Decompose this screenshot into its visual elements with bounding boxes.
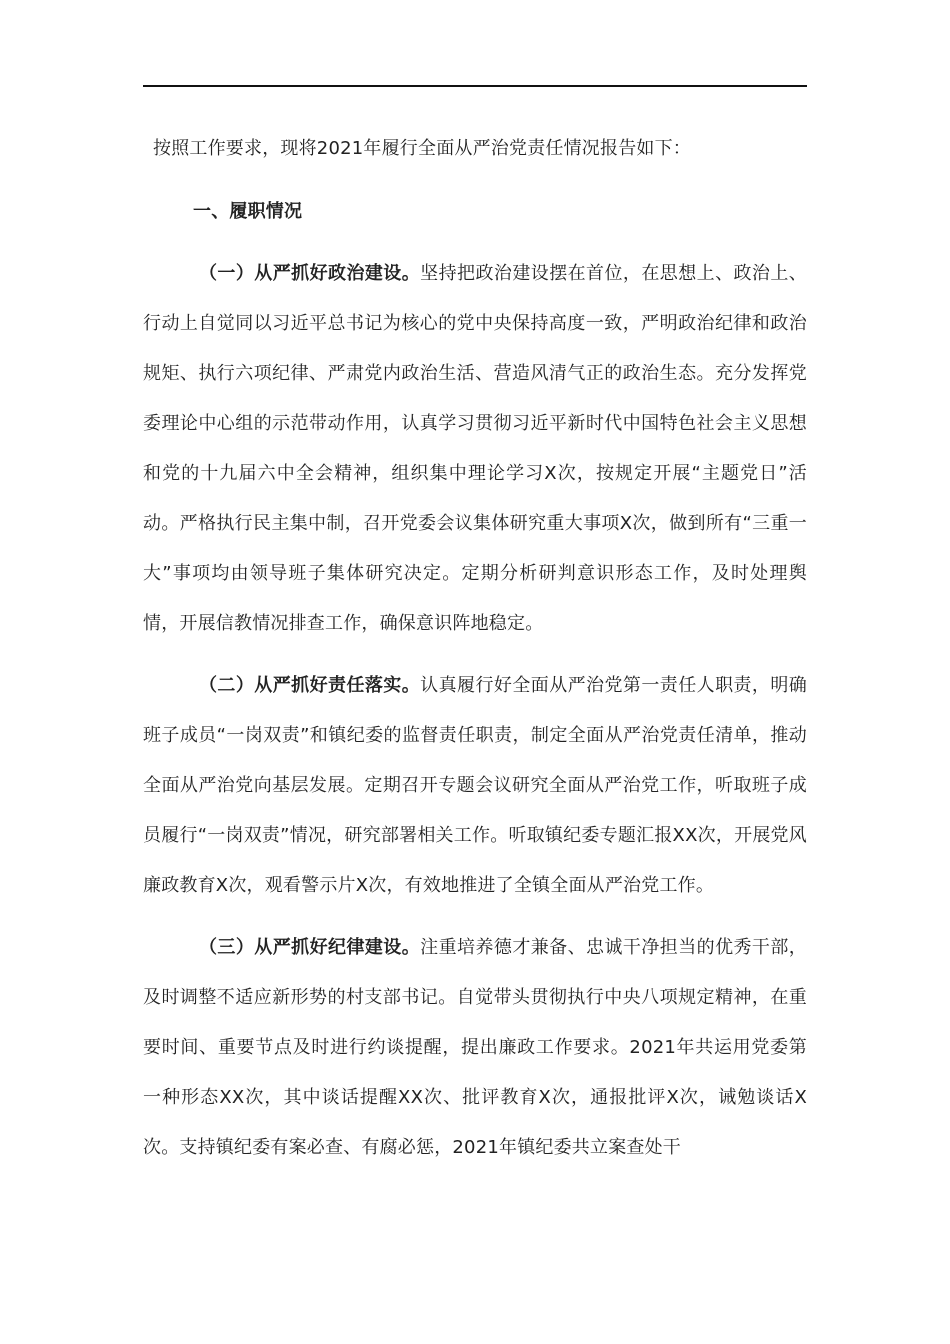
section-text-3: 注重培养德才兼备、忠诚干净担当的优秀干部，及时调整不适应新形势的村支部书记。自觉带头贯彻执行中央八项规定精神，在重要时间、重要节点及时进行约谈提醒，提出廉政工作要求。2021年共运用党委第一种形态XX次，其中谈话提醒XX次、批评教育X次，通报批评X次，诫勉谈话X次。支持镇纪委有案必查、有腐必惩，2021年镇纪委共立案查处干	[143, 937, 807, 1158]
section-text-2: 认真履行好全面从严治党第一责任人职责，明确班子成员“一岗双责”和镇纪委的监督责任职责，制定全面从严治党责任清单，推动全面从严治党向基层发展。定期召开专题会议研究全面从严治党工作，听取班子成员履行“一岗双责”情况，研究部署相关工作。听取镇纪委专题汇报XX次，开展党风廉政教育X次，观看警示片X次，有效地推进了全镇全面从严治党工作。	[143, 675, 807, 896]
section-paragraph-1	[143, 249, 807, 649]
section-text-1: 坚持把政治建设摆在首位，在思想上、政治上、行动上自觉同以习近平总书记为核心的党中央保持高度一致，严明政治纪律和政治规矩、执行六项纪律、严肃党内政治生活、营造风清气正的政治生态。充分发挥党委理论中心组的示范带动作用，认真学习贯彻习近平新时代中国特色社会主义思想和党的十九届六中全会精神，组织集中理论学习X次，按规定开展“主题党日”活动。严格执行民主集中制，召开党委会议集体研究重大事项X次，做到所有“三重一大”事项均由领导班子集体研究决定。定期分析研判意识形态工作，及时处理舆情，开展信教情况排查工作，确保意识阵地稳定。	[143, 263, 807, 634]
section-lead-1: （一）从严抓好政治建设。	[199, 263, 421, 284]
document-body	[143, 124, 807, 1185]
section-paragraph-3	[143, 923, 807, 1173]
section-lead-3: （三）从严抓好纪律建设。	[199, 937, 421, 958]
section-lead-2: （二）从严抓好责任落实。	[199, 675, 421, 696]
header-rule	[143, 85, 807, 87]
intro-paragraph: 按照工作要求，现将2021年履行全面从严治党责任情况报告如下：	[153, 138, 692, 159]
section-heading: 一、履职情况	[193, 201, 303, 222]
section-paragraph-2	[143, 661, 807, 911]
